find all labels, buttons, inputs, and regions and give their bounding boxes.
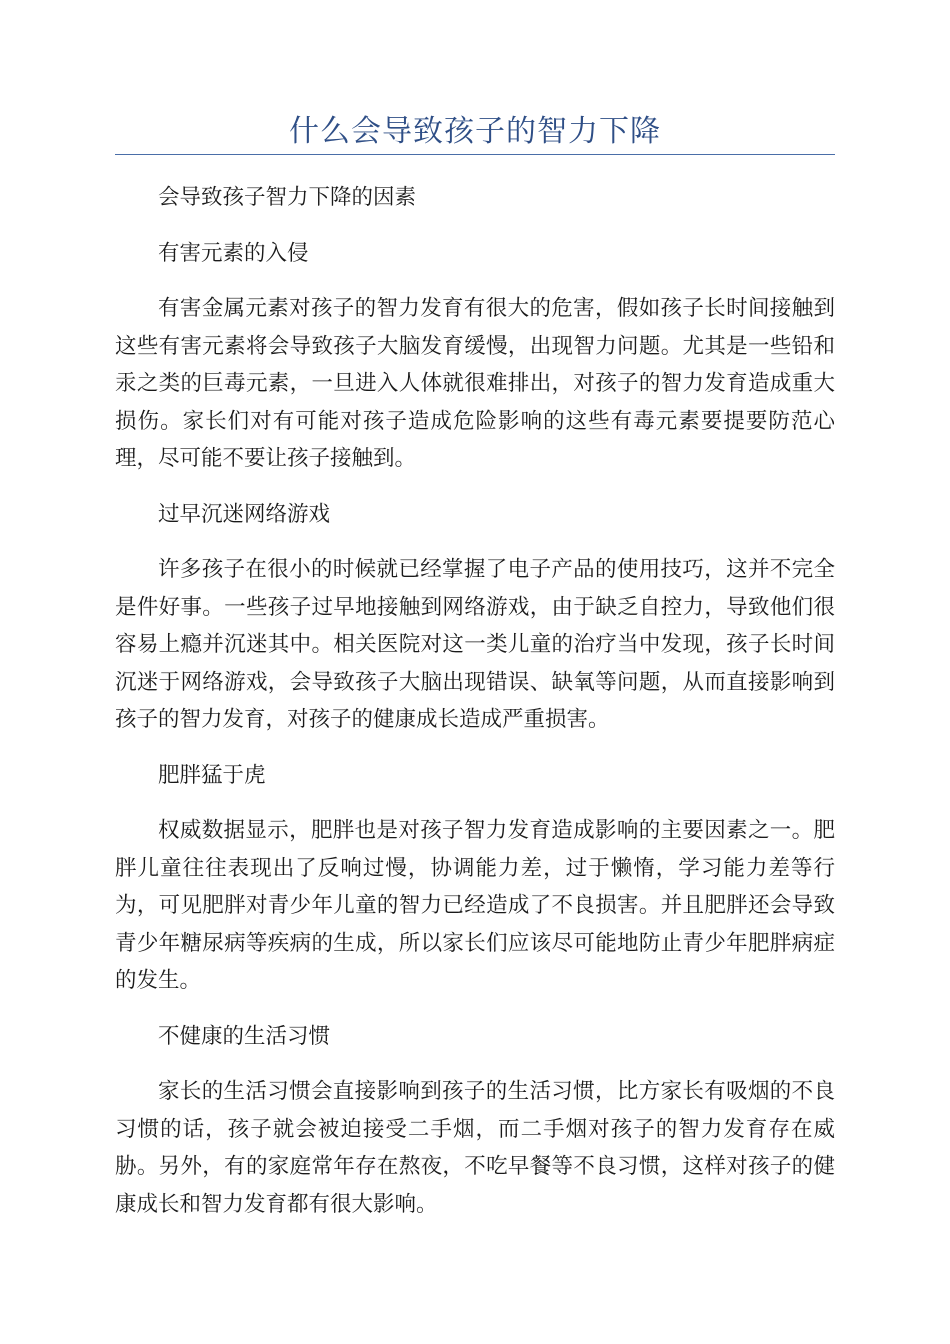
document-body bbox=[115, 179, 835, 1223]
section-heading-online-games: 过早沉迷网络游戏 bbox=[158, 501, 331, 527]
title-underline bbox=[115, 154, 835, 155]
document-page bbox=[115, 0, 835, 1241]
section-heading-factors: 会导致孩子智力下降的因素 bbox=[158, 185, 417, 210]
section-heading-unhealthy-habits: 不健康的生活习惯 bbox=[158, 1023, 331, 1049]
document-title: 什么会导致孩子的智力下降 bbox=[289, 114, 661, 149]
paragraph-online-games: 许多孩子在很小的时候就已经掌握了电子产品的使用技巧，这并不完全是件好事。一些孩子过早地接触到网络游戏，由于缺乏自控力，导致他们很容易上瘾并沉迷其中。相关医院对这一类儿童的治疗当中发现，孩子长时间沉迷于网络游戏，会导致孩子大脑出现错误、缺氧等问题，从而直接影响到孩子的智力发育，对孩子的健康成长造成严重损害。 bbox=[115, 557, 835, 732]
section-heading-obesity: 肥胖猛于虎 bbox=[158, 762, 266, 788]
paragraph-obesity: 权威数据显示，肥胖也是对孩子智力发育造成影响的主要因素之一。肥胖儿童往往表现出了反响过慢，协调能力差，过于懒惰，学习能力差等行为，可见肥胖对青少年儿童的智力已经造成了不良损害。并且肥胖还会导致青少年糖尿病等疾病的生成，所以家长们应该尽可能地防止青少年肥胖病症的发生。 bbox=[115, 818, 835, 993]
paragraph-harmful-elements: 有害金属元素对孩子的智力发育有很大的危害，假如孩子长时间接触到这些有害元素将会导致孩子大脑发育缓慢，出现智力问题。尤其是一些铅和汞之类的巨毒元素，一旦进入人体就很难排出，对孩子的智力发育造成重大损伤。家长们对有可能对孩子造成危险影响的这些有毒元素要提要防范心理，尽可能不要让孩子接触到。 bbox=[115, 296, 835, 471]
paragraph-unhealthy-habits: 家长的生活习惯会直接影响到孩子的生活习惯，比方家长有吸烟的不良习惯的话，孩子就会被迫接受二手烟，而二手烟对孩子的智力发育存在威胁。另外，有的家庭常年存在熬夜，不吃早餐等不良习惯，这样对孩子的健康成长和智力发育都有很大影响。 bbox=[115, 1079, 835, 1217]
section-heading-harmful-elements: 有害元素的入侵 bbox=[158, 240, 309, 266]
